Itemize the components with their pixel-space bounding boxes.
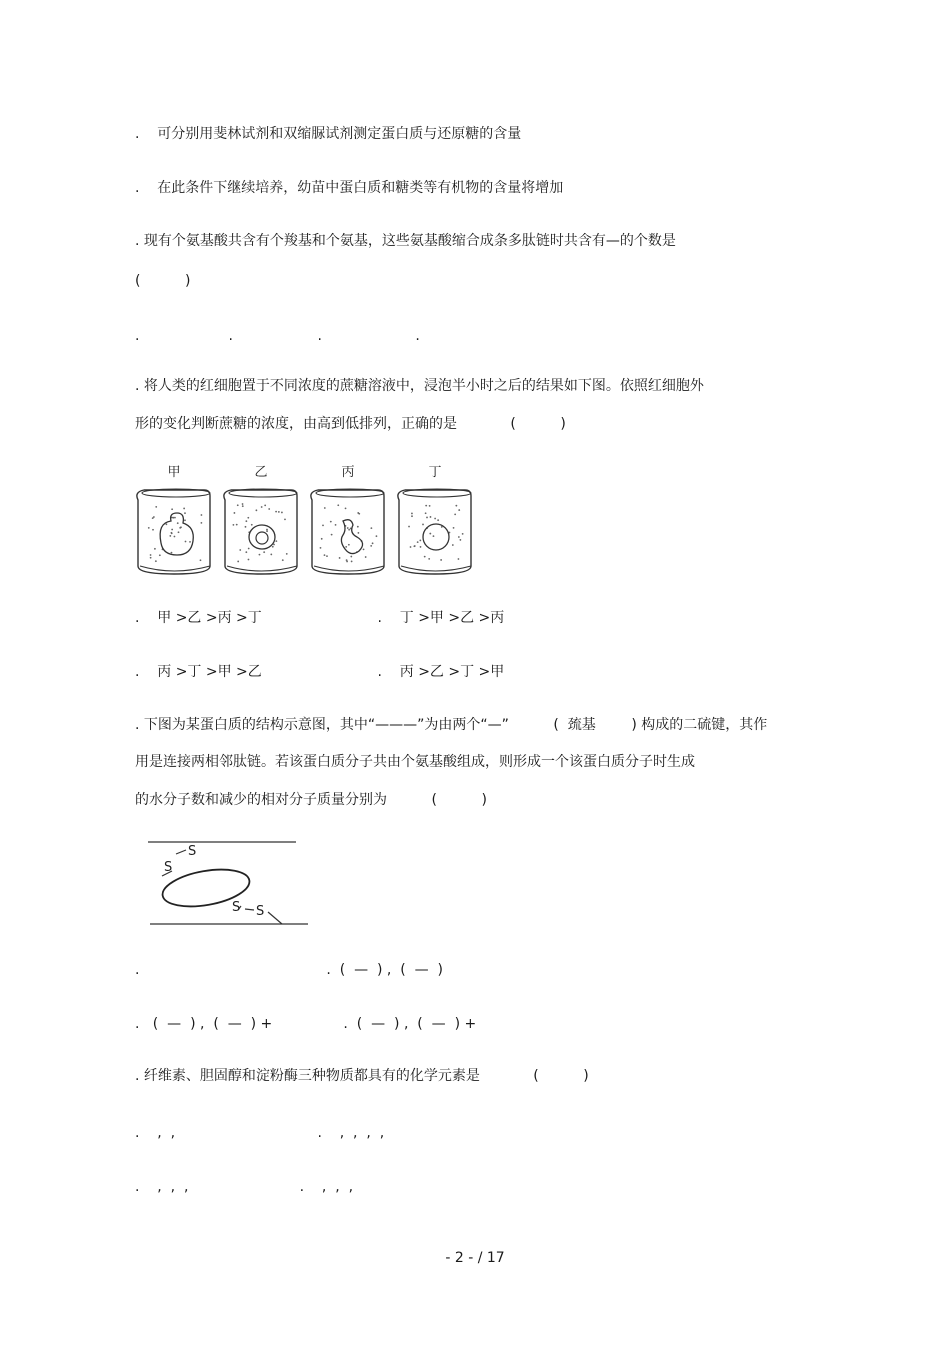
question-red-cell-line1: . 将人类的红细胞置于不同浓度的蔗糖溶液中，浸泡半小时之后的结果如下图。依照红细胞外	[135, 378, 704, 394]
solution-dot	[270, 554, 272, 556]
solution-dot	[242, 505, 244, 507]
solution-dot	[365, 556, 367, 558]
solution-dot	[425, 512, 427, 514]
elements-options-row2: . , , , . , , ,	[135, 1179, 354, 1195]
solution-dot	[150, 554, 152, 556]
solution-dot	[174, 536, 176, 538]
solution-dot	[148, 527, 150, 529]
solution-dot	[266, 529, 268, 531]
solution-dot	[358, 513, 360, 515]
red-blood-cell	[423, 524, 449, 550]
solution-dot	[185, 541, 187, 543]
solution-dot	[282, 559, 284, 561]
solution-dot	[152, 529, 154, 531]
solution-dot	[165, 523, 167, 525]
solution-dot	[429, 505, 431, 507]
solution-dot	[324, 507, 326, 509]
upper-bond-line	[176, 850, 186, 854]
solution-dot	[261, 506, 263, 508]
solution-dot	[453, 527, 455, 529]
question-protein-line3: 的水分子数和减少的相对分子质量分别为 ( )	[135, 792, 487, 808]
page-number: - 2 - / 17	[445, 1250, 505, 1266]
question-red-cell-line2: 形的变化判断蔗糖的浓度，由高到低排列，正确的是 ( )	[135, 416, 566, 432]
solution-dot	[177, 522, 179, 524]
solution-dot	[376, 535, 378, 537]
solution-dot	[268, 508, 270, 510]
cell-inner	[256, 532, 268, 544]
solution-dot	[348, 529, 350, 531]
solution-dot	[357, 532, 359, 534]
answer-paren: ( )	[135, 273, 191, 289]
protein-options-row1: . . ( — ) , ( — )	[135, 962, 443, 978]
solution-dot	[245, 551, 247, 553]
disulfide-dash-lower	[245, 909, 254, 910]
beaker-1	[137, 465, 210, 574]
solution-dot	[422, 524, 424, 526]
solution-dot	[172, 517, 174, 519]
solution-dot	[346, 561, 348, 563]
solution-dot	[180, 526, 182, 528]
solution-dot	[189, 541, 191, 543]
solution-dot	[434, 518, 436, 520]
red-blood-cell	[249, 525, 275, 549]
solution-dot	[245, 520, 247, 522]
solution-dot	[408, 526, 410, 528]
protein-options-row2: . ( — ) , ( — ) + . ( — ) , ( — ) +	[135, 1016, 477, 1032]
solution-dot	[171, 529, 173, 531]
solution-dot	[174, 517, 176, 519]
solution-dot	[322, 525, 324, 527]
solution-dot	[171, 508, 173, 510]
solution-dot	[178, 531, 180, 533]
beaker-outline	[137, 490, 210, 574]
solution-dot	[324, 554, 326, 556]
solution-dot	[201, 514, 203, 516]
solution-dot	[275, 511, 277, 513]
red-blood-cell	[341, 520, 362, 554]
solution-dot	[370, 545, 372, 547]
solution-dot	[237, 561, 239, 563]
solution-dot	[200, 559, 202, 561]
option-d-text: . 在此条件下继续培养，幼苗中蛋白质和糖类等有机物的含量将增加	[135, 180, 564, 196]
sulfur-symbol-1: S	[188, 844, 197, 859]
solution-dot	[458, 558, 460, 560]
solution-dot	[458, 509, 460, 511]
beaker-3	[311, 465, 384, 574]
solution-dot	[459, 539, 461, 541]
solution-dot	[411, 513, 413, 515]
red-cell-options-row2: . 丙 >丁 >甲 >乙 . 丙 >乙 >丁 >甲	[135, 664, 505, 680]
beaker-base	[227, 566, 297, 571]
solution-dot	[239, 549, 241, 551]
solution-dot	[419, 540, 421, 542]
beaker-4	[398, 465, 471, 574]
beaker-base	[314, 566, 384, 571]
question-protein-line1: . 下图为某蛋白质的结构示意图，其中“———”为由两个“—” ( 巯基 ) 构成的二硫键，其作	[135, 717, 768, 733]
solution-dot	[248, 559, 250, 561]
solution-dot	[233, 524, 235, 526]
solution-dot	[428, 558, 430, 560]
solution-dot	[462, 533, 464, 535]
solution-dot	[171, 552, 173, 554]
solution-dot	[150, 557, 152, 559]
solution-dot	[236, 524, 238, 526]
lower-link-line	[268, 912, 282, 924]
solution-dot	[263, 551, 265, 553]
sulfur-symbol-3: S	[232, 900, 241, 915]
solution-dot	[171, 532, 173, 534]
solution-dot	[330, 521, 332, 523]
solution-dot	[320, 547, 322, 549]
solution-dot	[184, 519, 186, 521]
beaker-label: 丙	[341, 465, 355, 480]
beaker-base	[401, 566, 471, 571]
solution-dot	[425, 505, 427, 507]
solution-dot	[321, 538, 323, 540]
solution-dot	[248, 548, 250, 550]
solution-dot	[326, 555, 328, 557]
elements-options-row1: . , , . , , , ,	[135, 1125, 385, 1141]
solution-dot	[452, 544, 454, 546]
solution-dot	[414, 545, 416, 547]
protein-structure-diagram	[148, 838, 328, 928]
solution-dot	[424, 556, 426, 558]
solution-dot	[454, 513, 456, 515]
beaker-label: 甲	[167, 465, 181, 480]
beaker-2	[224, 465, 297, 574]
question-amino-acid: . 现有个氨基酸共含有个羧基和个氨基，这些氨基酸缩合成条多肽链时共含有—的个数是	[135, 233, 676, 249]
solution-dot	[337, 504, 339, 506]
solution-dot	[420, 546, 422, 548]
question-elements: . 纤维素、胆固醇和淀粉酶三种物质都具有的化学元素是 ( )	[135, 1068, 589, 1084]
red-cell-options-row1: . 甲 >乙 >丙 >丁 . 丁 >甲 >乙 >丙	[135, 610, 505, 626]
solution-dot	[281, 512, 283, 514]
solution-dot	[437, 519, 439, 521]
solution-dot	[345, 546, 347, 548]
solution-dot	[440, 559, 442, 561]
solution-dot	[417, 541, 419, 543]
solution-dot	[264, 504, 266, 506]
solution-dot	[429, 533, 431, 535]
solution-dot	[255, 509, 257, 511]
solution-dot	[278, 511, 280, 513]
solution-dot	[259, 554, 261, 556]
solution-dot	[426, 517, 428, 519]
solution-dot	[433, 535, 435, 537]
solution-dot	[154, 548, 156, 550]
solution-dot	[363, 548, 365, 550]
solution-dot	[331, 534, 333, 536]
solution-dot	[183, 508, 185, 510]
solution-dot	[272, 546, 274, 548]
question-protein-line2: 用是连接两相邻肽链。若该蛋白质分子共由个氨基酸组成，则形成一个该蛋白质分子时生成	[135, 754, 695, 770]
solution-dot	[411, 515, 413, 517]
solution-dot	[155, 560, 157, 562]
solution-dot	[237, 504, 239, 506]
solution-dot	[458, 536, 460, 538]
solution-dot	[155, 506, 157, 508]
solution-dot	[247, 517, 249, 519]
solution-dot	[159, 554, 161, 556]
solution-dot	[245, 526, 247, 528]
solution-dot	[266, 530, 268, 532]
solution-dot	[370, 527, 372, 529]
solution-dot	[357, 526, 359, 528]
sulfur-symbol-2: S	[164, 860, 173, 875]
sulfur-symbol-4: S	[256, 904, 265, 919]
answer-options-row: . . . .	[135, 328, 420, 344]
solution-dot	[284, 518, 286, 520]
solution-dot	[169, 535, 171, 537]
solution-dot	[153, 516, 155, 518]
solution-dot	[275, 540, 277, 542]
solution-dot	[350, 556, 352, 558]
solution-dot	[410, 546, 412, 548]
solution-dot	[351, 561, 353, 563]
beaker-figure	[130, 462, 490, 582]
solution-dot	[286, 553, 288, 555]
solution-dot	[251, 524, 253, 526]
solution-dot	[201, 522, 203, 524]
solution-dot	[372, 542, 374, 544]
beaker-label: 乙	[254, 465, 268, 480]
solution-dot	[347, 527, 349, 529]
beaker-base	[140, 566, 210, 571]
solution-dot	[339, 557, 341, 559]
solution-dot	[348, 544, 350, 546]
solution-dot	[242, 503, 244, 505]
beaker-outline	[398, 490, 471, 574]
option-c-text: . 可分别用斐林试剂和双缩脲试剂测定蛋白质与还原糖的含量	[135, 126, 522, 142]
solution-dot	[345, 507, 347, 509]
solution-dot	[335, 524, 337, 526]
solution-dot	[430, 516, 432, 518]
beaker-label: 丁	[428, 465, 442, 480]
red-blood-cell	[160, 513, 193, 555]
solution-dot	[234, 512, 236, 514]
solution-dot	[455, 505, 457, 507]
solution-dot	[184, 512, 186, 514]
